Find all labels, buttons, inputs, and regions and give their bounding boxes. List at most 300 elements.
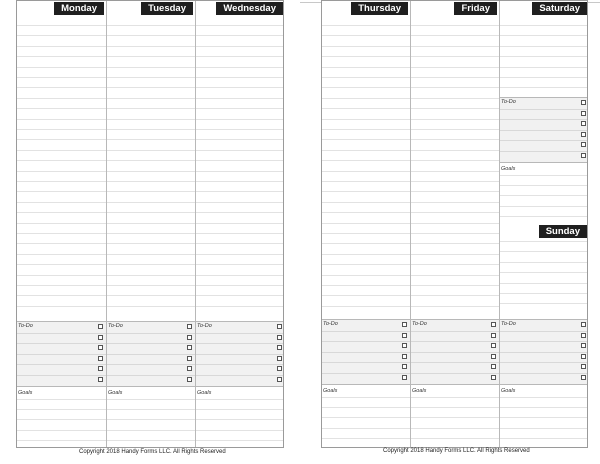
ruled-line [107,264,195,265]
ruled-line [322,181,410,182]
checkbox-icon[interactable] [491,364,496,369]
todo-row-line [411,373,499,374]
checkbox-icon[interactable] [402,364,407,369]
ruled-line [500,407,588,408]
ruled-line [17,275,106,276]
todo-row-line [500,140,588,141]
ruled-line [322,87,410,88]
todo-row-line [17,375,106,376]
ruled-line [196,233,284,234]
ruled-line [196,77,284,78]
ruled-line [322,139,410,140]
ruled-line [196,419,284,420]
ruled-line [196,223,284,224]
right-planner-page [321,0,588,448]
ruled-line [17,306,106,307]
ruled-line [322,129,410,130]
ruled-line [322,254,410,255]
goals-label: Goals [501,387,516,394]
ruled-line [411,160,499,161]
day-column-saturday-sunday [500,1,588,447]
ruled-line [322,191,410,192]
ruled-line [411,108,499,109]
todo-row-line [196,364,284,365]
ruled-line [107,212,195,213]
ruled-line [411,202,499,203]
ruled-line [411,35,499,36]
ruled-line [322,35,410,36]
checkbox-icon[interactable] [491,333,496,338]
ruled-line [411,77,499,78]
todo-label: To-Do [197,323,212,329]
ruled-line [107,25,195,26]
ruled-line [107,399,195,400]
ruled-line [196,306,284,307]
ruled-line [17,67,106,68]
ruled-line [322,150,410,151]
ruled-line [411,129,499,130]
ruled-line [196,430,284,431]
ruled-line [17,46,106,47]
todo-section [196,321,284,387]
ruled-line [500,251,588,252]
goals-label: Goals [412,387,427,394]
todo-section [17,321,106,387]
ruled-line [107,119,195,120]
ruled-line [322,25,410,26]
ruled-line [411,223,499,224]
checkbox-icon[interactable] [581,375,586,380]
todo-row-line [500,130,588,131]
ruled-line [500,283,588,284]
ruled-line [411,98,499,99]
ruled-line [107,150,195,151]
ruled-line [196,139,284,140]
ruled-line [107,98,195,99]
ruled-line [107,419,195,420]
ruled-line [17,191,106,192]
todo-row-line [411,352,499,353]
checkbox-icon[interactable] [98,345,103,350]
ruled-line [107,223,195,224]
ruled-line [411,438,499,439]
todo-row-line [196,375,284,376]
ruled-line [322,160,410,161]
ruled-line [411,285,499,286]
checkbox-icon[interactable] [98,335,103,340]
ruled-line [196,150,284,151]
day-header [411,1,499,15]
ruled-line [411,212,499,213]
todo-row-line [17,333,106,334]
todo-row-line [196,343,284,344]
ruled-line [107,171,195,172]
ruled-line [322,407,410,408]
goals-label: Goals [501,165,516,172]
ruled-line [107,254,195,255]
ruled-line [322,171,410,172]
day-column-wednesday [196,1,284,447]
ruled-line [500,25,588,26]
ruled-line [411,295,499,296]
ruled-line [196,399,284,400]
checkbox-icon[interactable] [98,377,103,382]
goals-section [196,389,284,447]
day-title: Wednesday [216,2,283,15]
ruled-line [322,285,410,286]
ruled-line [196,243,284,244]
day-column-tuesday [107,1,196,447]
ruled-line [196,202,284,203]
todo-row-line [17,343,106,344]
ruled-line [411,119,499,120]
checkbox-icon[interactable] [98,366,103,371]
checkbox-icon[interactable] [581,322,586,327]
ruled-line [17,264,106,265]
ruled-line [17,430,106,431]
goals-label: Goals [108,389,123,396]
ruled-line [322,202,410,203]
ruled-line [17,254,106,255]
todo-row-line [107,343,195,344]
ruled-line [17,181,106,182]
todo-row-line [107,354,195,355]
ruled-line [322,397,410,398]
ruled-line [17,399,106,400]
left-planner-page [16,0,284,448]
checkbox-icon[interactable] [581,333,586,338]
checkbox-icon[interactable] [581,364,586,369]
ruled-line [322,295,410,296]
ruled-line [17,108,106,109]
todo-label: To-Do [501,99,516,105]
ruled-line [107,275,195,276]
ruled-line [411,171,499,172]
goals-section [107,389,195,447]
ruled-line [107,295,195,296]
todo-row-line [500,362,588,363]
checkbox-icon[interactable] [98,356,103,361]
todo-row-line [322,341,410,342]
ruled-line [500,262,588,263]
todo-row-line [322,352,410,353]
checkbox-icon[interactable] [491,375,496,380]
ruled-line [196,171,284,172]
todo-row-line [322,331,410,332]
checkbox-icon[interactable] [277,335,282,340]
ruled-line [500,293,588,294]
day-title: Friday [454,2,497,15]
ruled-line [196,108,284,109]
day-column-monday [17,1,107,447]
ruled-line [322,223,410,224]
todo-section [500,97,588,163]
ruled-line [322,264,410,265]
todo-row-line [500,341,588,342]
ruled-line [17,409,106,410]
ruled-line [322,428,410,429]
todo-section [107,321,195,387]
ruled-line [196,212,284,213]
day-title: Thursday [351,2,408,15]
ruled-line [17,139,106,140]
checkbox-icon[interactable] [187,366,192,371]
copyright-text-left: Copyright 2018 Handy Forms LLC. All Rights Reserved [79,449,226,455]
ruled-line [107,306,195,307]
ruled-line [322,46,410,47]
todo-label: To-Do [323,321,338,327]
checkbox-icon[interactable] [277,356,282,361]
todo-row-line [322,362,410,363]
ruled-line [17,150,106,151]
day-title: Sunday [539,225,587,238]
checkbox-icon[interactable] [581,153,586,158]
ruled-line [411,275,499,276]
goals-section [500,165,588,221]
ruled-line [411,397,499,398]
ruled-line [411,25,499,26]
todo-row-line [500,119,588,120]
ruled-line [322,77,410,78]
checkbox-icon[interactable] [277,366,282,371]
todo-label: To-Do [18,323,33,329]
ruled-line [322,212,410,213]
ruled-line [17,419,106,420]
ruled-line [107,129,195,130]
ruled-line [196,440,284,441]
ruled-line [17,295,106,296]
ruled-line [411,87,499,88]
ruled-line [107,243,195,244]
ruled-line [107,108,195,109]
ruled-line [196,181,284,182]
ruled-line [500,185,588,186]
ruled-line [107,202,195,203]
ruled-line [107,67,195,68]
ruled-line [17,223,106,224]
ruled-line [107,139,195,140]
ruled-line [17,243,106,244]
ruled-line [17,119,106,120]
ruled-line [500,272,588,273]
todo-row-line [500,331,588,332]
ruled-line [500,56,588,57]
ruled-line [196,87,284,88]
checkbox-icon[interactable] [491,322,496,327]
checkbox-icon[interactable] [581,111,586,116]
day-header [17,1,106,15]
ruled-line [500,175,588,176]
checkbox-icon[interactable] [491,354,496,359]
checkbox-icon[interactable] [187,324,192,329]
ruled-line [17,77,106,78]
ruled-line [411,150,499,151]
ruled-line [17,440,106,441]
todo-label: To-Do [108,323,123,329]
ruled-line [411,46,499,47]
ruled-line [107,285,195,286]
ruled-line [196,160,284,161]
day-column-friday [411,1,500,447]
ruled-line [107,56,195,57]
ruled-line [500,428,588,429]
ruled-line [107,35,195,36]
todo-row-line [17,354,106,355]
ruled-line [322,438,410,439]
ruled-line [107,233,195,234]
ruled-line [411,417,499,418]
todo-row-line [411,362,499,363]
todo-label: To-Do [412,321,427,327]
ruled-line [107,191,195,192]
ruled-line [17,129,106,130]
goals-section [17,389,106,447]
ruled-line [196,409,284,410]
checkbox-icon[interactable] [581,354,586,359]
checkbox-icon[interactable] [402,375,407,380]
checkbox-icon[interactable] [402,322,407,327]
ruled-line [107,160,195,161]
ruled-line [17,87,106,88]
checkbox-icon[interactable] [402,343,407,348]
todo-row-line [322,373,410,374]
checkbox-icon[interactable] [402,354,407,359]
ruled-line [500,46,588,47]
ruled-line [196,254,284,255]
todo-row-line [196,354,284,355]
ruled-line [500,417,588,418]
sunday-header [500,224,588,238]
todo-row-line [107,375,195,376]
checkbox-icon[interactable] [98,324,103,329]
ruled-line [196,129,284,130]
ruled-line [107,440,195,441]
ruled-line [500,206,588,207]
ruled-line [196,25,284,26]
todo-row-line [17,364,106,365]
ruled-line [17,35,106,36]
checkbox-icon[interactable] [277,324,282,329]
ruled-line [500,87,588,88]
ruled-line [411,407,499,408]
todo-row-line [107,333,195,334]
todo-row-line [500,352,588,353]
checkbox-icon[interactable] [581,142,586,147]
day-header [500,1,588,15]
checkbox-icon[interactable] [491,343,496,348]
checkbox-icon[interactable] [187,356,192,361]
checkbox-icon[interactable] [581,100,586,105]
todo-row-line [500,151,588,152]
ruled-line [500,241,588,242]
checkbox-icon[interactable] [277,345,282,350]
ruled-line [196,119,284,120]
ruled-line [17,56,106,57]
ruled-line [411,243,499,244]
todo-section [322,319,410,385]
ruled-line [500,216,588,217]
ruled-line [107,46,195,47]
ruled-line [411,191,499,192]
ruled-line [196,264,284,265]
ruled-line [322,306,410,307]
ruled-line [411,306,499,307]
ruled-line [411,428,499,429]
ruled-line [411,264,499,265]
ruled-line [17,171,106,172]
ruled-line [107,430,195,431]
ruled-line [17,98,106,99]
day-header [196,1,284,15]
ruled-line [411,56,499,57]
ruled-line [500,397,588,398]
goals-label: Goals [323,387,338,394]
ruled-line [17,285,106,286]
todo-row-line [107,364,195,365]
checkbox-icon[interactable] [187,335,192,340]
ruled-line [17,202,106,203]
ruled-line [196,98,284,99]
checkbox-icon[interactable] [187,377,192,382]
checkbox-icon[interactable] [581,121,586,126]
ruled-line [411,254,499,255]
ruled-line [322,119,410,120]
ruled-line [322,233,410,234]
day-column-thursday [322,1,411,447]
ruled-line [196,275,284,276]
ruled-line [107,181,195,182]
ruled-line [411,233,499,234]
todo-section [411,319,499,385]
todo-row-line [411,331,499,332]
ruled-line [322,417,410,418]
checkbox-icon[interactable] [277,377,282,382]
ruled-line [500,67,588,68]
ruled-line [107,87,195,88]
ruled-line [196,67,284,68]
day-title: Saturday [532,2,587,15]
ruled-line [322,98,410,99]
ruled-line [196,191,284,192]
ruled-line [17,25,106,26]
ruled-line [196,285,284,286]
goals-label: Goals [197,389,212,396]
ruled-line [322,56,410,57]
ruled-line [17,160,106,161]
checkbox-icon[interactable] [581,132,586,137]
todo-row-line [500,373,588,374]
todo-label: To-Do [501,321,516,327]
checkbox-icon[interactable] [581,343,586,348]
ruled-line [196,46,284,47]
checkbox-icon[interactable] [187,345,192,350]
todo-row-line [500,109,588,110]
ruled-line [411,181,499,182]
ruled-line [500,35,588,36]
ruled-line [17,233,106,234]
day-header [107,1,195,15]
ruled-line [196,295,284,296]
ruled-line [500,438,588,439]
ruled-line [322,275,410,276]
ruled-line [500,77,588,78]
checkbox-icon[interactable] [402,333,407,338]
ruled-line [322,108,410,109]
ruled-line [322,243,410,244]
todo-row-line [196,333,284,334]
ruled-line [196,56,284,57]
ruled-line [411,67,499,68]
